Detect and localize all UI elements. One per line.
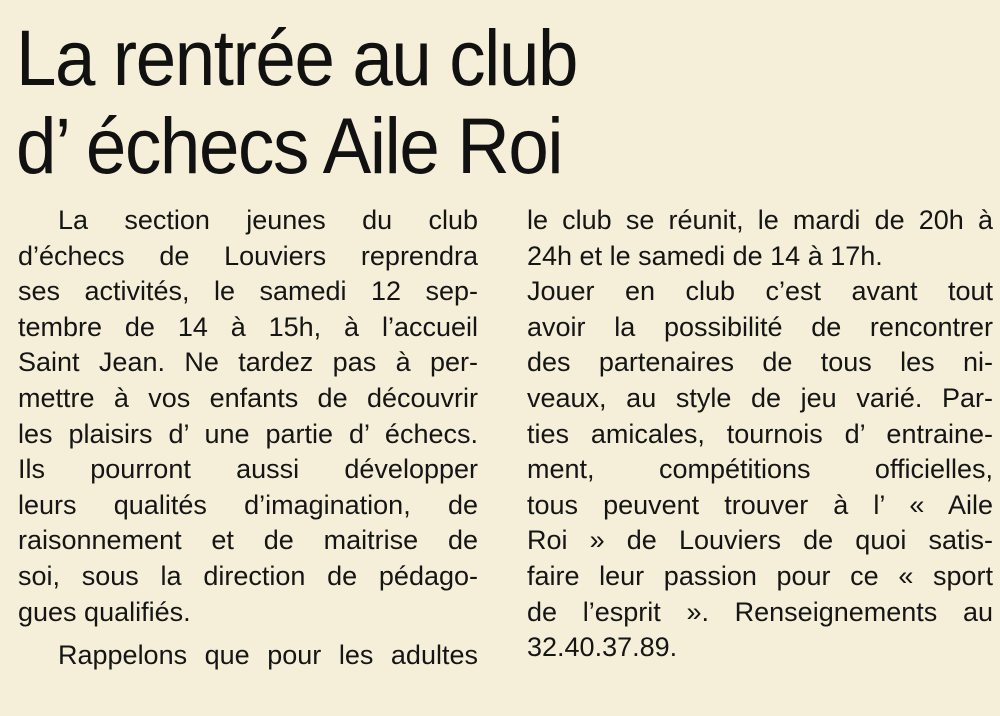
text-line: ses activités, le samedi 12 sep- bbox=[18, 276, 478, 307]
text-line: avoir la possibilité de rencontrer bbox=[527, 311, 993, 342]
text-line: gues qualifiés. bbox=[18, 596, 191, 627]
text-line: d’échecs de Louviers reprendra bbox=[18, 240, 478, 271]
text-line: le club se réunit, le mardi de 20h à bbox=[527, 205, 993, 235]
text-line: Roi » de Louviers de quoi satis- bbox=[527, 525, 993, 556]
text-line: 32.40.37.89. bbox=[527, 632, 678, 663]
left-column bbox=[18, 203, 478, 674]
text-line: Jouer en club c’est avant tout bbox=[527, 276, 993, 307]
text-line: raisonnement et de maitrise de bbox=[18, 525, 478, 556]
text-line: Saint Jean. Ne tardez pas à per- bbox=[18, 347, 478, 378]
text-line: les plaisirs d’ une partie d’ échecs. bbox=[18, 418, 478, 449]
text-line: mettre à vos enfants de découvrir bbox=[18, 382, 478, 413]
text-line: La section jeunes du club bbox=[58, 205, 478, 235]
text-line: soi, sous la direction de pédago- bbox=[18, 560, 478, 591]
text-line: tembre de 14 à 15h, à l’accueil bbox=[18, 311, 478, 342]
text-line: des partenaires de tous les ni- bbox=[527, 347, 993, 378]
headline-line-2: d’ échecs Aile Roi bbox=[16, 101, 563, 190]
text-line: ties amicales, tournois d’ entraine- bbox=[527, 418, 993, 449]
text-line: leurs qualités d’imagination, de bbox=[18, 489, 478, 520]
paragraph-gap bbox=[18, 630, 478, 638]
article-headline bbox=[16, 14, 577, 190]
headline-line-1: La rentrée au club bbox=[16, 13, 578, 102]
text-line: Ils pourront aussi développer bbox=[18, 454, 478, 485]
text-line: Rappelons que pour les adultes bbox=[58, 640, 478, 671]
text-line: faire leur passion pour ce « sport bbox=[527, 560, 993, 591]
right-column bbox=[527, 203, 993, 666]
text-line: de l’esprit ». Renseignements au bbox=[527, 596, 993, 627]
text-line: 24h et le samedi de 14 à 17h. bbox=[527, 240, 883, 271]
text-line: veaux, au style de jeu varié. Par- bbox=[527, 382, 993, 413]
text-line: ment, compétitions officielles, bbox=[527, 454, 993, 485]
text-line: tous peuvent trouver à l’ « Aile bbox=[527, 489, 993, 520]
